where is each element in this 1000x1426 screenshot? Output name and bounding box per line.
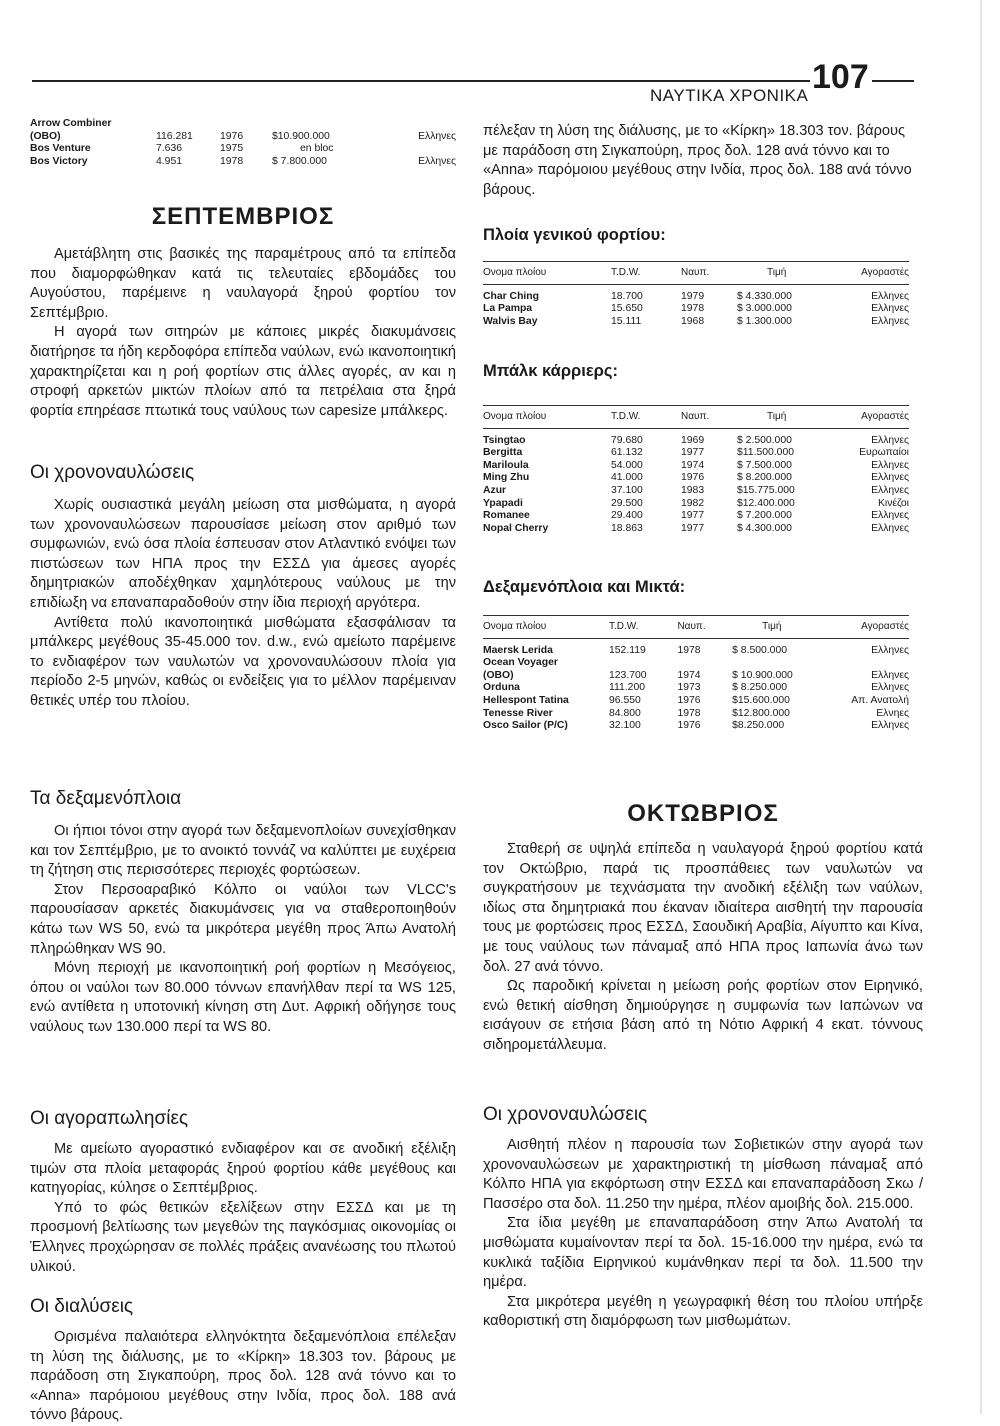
- timecharter-sep-paragraph-2: Αντίθετα πολύ ικανοποιητικά μισθώματα εξασφάλισαν τα μπάλκερς μεγέθους 35-45.000 τον. d.w., ενώ αμείωτο παρέμεινε το ενδιαφέρον των ναυλωτών να χρονοναυλώσουν πλοία για περίοδο 2-5 μηνών, καθώς οι ενδείξεις για το μέλλον παρέμειναν θετικές υπέρ του πλοίου.: [30, 614, 456, 709]
- table-row: Arrow Combiner: [30, 118, 112, 129]
- bulk-carriers-section: [483, 362, 923, 535]
- table-row: Orduna 111.200 1973 $ 8.250.000 Ελληνες: [483, 682, 909, 694]
- table-row: Walvis Bay 15.111 1968 $ 1.300.000 Ελληνες: [483, 315, 909, 327]
- tankers-paragraph-2: Στον Περσοαραβικό Κόλπο οι ναύλοι των VLCC's παρουσίασαν αρκετές διακυμάνσεις για να σταθεροποιηθούν κάτω των WS 50, ενώ τα μικρότερα μεγέθη προς Άπω Ανατολή πληρώθηκαν WS 90.: [30, 881, 456, 957]
- demolition-paragraph-continued: πέλεξαν τη λύση της διάλυσης, με το «Κίρκη» 18.303 τον. βάρους με παράδοση στη Σιγκαπούρη, προς δολ. 128 ανά τόννο και το «Anna» παρόμοιου μεγέθους στην Ινδία, προς δολ. 188 ανά τόννο βάρους.: [483, 123, 912, 198]
- table-header-row: Ονομα πλοίου T.D.W. Ναυπ. Τιμή Αγοραστές: [483, 406, 909, 429]
- september-section: [30, 203, 456, 421]
- timecharter-sep-heading: Οι χρονοναυλώσεις: [30, 462, 195, 483]
- table-row: Bergitta 61.132 1977 $11.500.000 Ευρωπαίοι: [483, 447, 909, 459]
- table-header-row: Ονομα πλοίου T.D.W. Ναυπ. Τιμή Αγοραστές: [483, 616, 909, 639]
- timecharter-oct-section: [483, 1104, 923, 1332]
- table-row: Romanee 29.400 1977 $ 7.200.000 Ελληνες: [483, 510, 909, 522]
- table-row: Char Ching 18.700 1979 $ 4.330.000 Ελληνες: [483, 290, 909, 302]
- table-row: Ming Zhu 41.000 1976 $ 8.200.000 Ελληνες: [483, 472, 909, 484]
- october-heading: ΟΚΤΩΒΡΙΟΣ: [627, 800, 779, 827]
- general-cargo-heading: Πλοία γενικού φορτίου:: [483, 226, 666, 244]
- timecharter-sep-paragraph-1: Χωρίς ουσιαστικά μεγάλη μείωση στα μισθώματα, η αγορά των χρονοναυλώσεων παρουσίασε μείωση στον αριθμό των συμφωνιών, ενώ όσα πλοία έσπευσαν στον Ατλαντικό ενόψει των πιστώσεων των ΗΠΑ προς την ΕΣΣΔ για άμεσες αγορές δημητριακών αποδέχθηκαν χαμηλότερους ναύλους με την επιδίωξη να επαναπαραδοθούν στην ίδια περιοχή αργότερα.: [30, 497, 456, 611]
- demolition-heading: Οι διαλύσεις: [30, 1296, 134, 1317]
- table-header-row: Ονομα πλοίου T.D.W. Ναυπ. Τιμή Αγοραστές: [483, 262, 909, 285]
- timecharter-oct-heading: Οι χρονοναυλώσεις: [483, 1104, 648, 1125]
- general-cargo-table: [483, 261, 909, 328]
- sales-heading: Οι αγοραπωλησίες: [30, 1108, 189, 1129]
- table-row: La Pampa 15.650 1978 $ 3.000.000 Ελληνες: [483, 303, 909, 315]
- timecharter-oct-paragraph-3: Στα μικρότερα μεγέθη η γεωγραφική θέση του πλοίου υπήρξε καθοριστική στη διαμόρφωση των μισθωμάτων.: [483, 1293, 923, 1330]
- running-title: ΝΑΥΤΙΚΑ ΧΡΟΝΙΚΑ: [650, 86, 809, 105]
- tankers-section: [30, 788, 456, 1038]
- header-rule-right: [872, 80, 914, 82]
- demolition-paragraph-1: Ορισμένα παλαιότερα ελληνόκτητα δεξαμενόπλοια επέλεξαν τη λύση της διάλυσης, με το «Κίρκη» 18.303 τον. βάρους με παράδοση στη Σιγκαπούρη, προς δολ. 128 ανά τόννο και το «Anna» παρόμοιου μεγέθους στην Ινδία, προς δολ. 188 ανά τόννο βάρους.: [30, 1329, 456, 1424]
- table-row: Azur 37.100 1983 $15.775.000 Ελληνες: [483, 484, 909, 496]
- tankers-heading: Τα δεξαμενόπλοια: [30, 788, 182, 809]
- table-row: Mariloula 54.000 1974 $ 7.500.000 Ελληνες: [483, 459, 909, 471]
- tankers-mixed-heading: Δεξαμενόπλοια και Μικτά:: [483, 578, 686, 596]
- table-row: Tsingtao 79.680 1969 $ 2.500.000 Ελληνες: [483, 434, 909, 446]
- october-section: [483, 800, 923, 1056]
- table-row: Ocean Voyager: [483, 657, 558, 669]
- september-paragraph-1: Αμετάβλητη στις βασικές της παραμέτρους από τα επίπεδα που διαμορφώθηκαν κατά τις τελευταίες εβδομάδες του Αυγούστου, παρέμεινε η ναυλαγορά ξηρού φορτίου τον Σεπτέμβριο.: [30, 246, 456, 321]
- table-row: (OBO) 116.281 1976 $10.900.000 Ελληνες: [30, 130, 456, 142]
- sales-section: [30, 1108, 456, 1277]
- table-row: Ypapadi 29.500 1982 $12.400.000 Κινέζοι: [483, 497, 909, 509]
- table-row: Bos Victory 4.951 1978 $ 7.800.000 Ελληνες: [30, 155, 456, 167]
- september-heading: ΣΕΠΤΕΜΒΡΙΟΣ: [151, 203, 335, 230]
- sales-paragraph-1: Με αμείωτο αγοραστικό ενδιαφέρον και σε ανοδική εξέλιξη τιμών στα πλοία μεταφοράς ξηρού φορτίου κάθε μεγέθους και κατηγορίας, κύλησε ο Σεπτέμβριος.: [30, 1141, 456, 1197]
- table-row: (OBO) 123.700 1974 $ 10.900.000 Ελληνες: [483, 669, 909, 681]
- demolition-continued: [483, 122, 919, 202]
- continued-ship-table: [30, 118, 456, 168]
- header-rule-left: [32, 80, 810, 82]
- table-row: Tenesse River 84.800 1978 $12.800.000 Ελνηες: [483, 707, 909, 719]
- timecharter-oct-paragraph-1: Αισθητή πλέον η παρουσία των Σοβιετικών στην αγορά των χρονοναυλώσεων με χαρακτηριστική τη μίσθωση πάναμαξ από Κόλπο ΗΠΑ για εκφόρτωση στην ΕΣΣΔ και επαναπαράδοση Σκω / Πασσέρο στα δολ. 11.250 την ημέρα, πλέον αμοιβής δολ. 215.000.: [483, 1137, 923, 1212]
- demolition-section: [30, 1296, 456, 1424]
- tankers-paragraph-1: Οι ήπιοι τόνοι στην αγορά των δεξαμενοπλοίων συνεχίσθηκαν και τον Σεπτέμβριο, με το ανοικτό τοννάζ να καλύπτει με ευχέρεια τη ζήτηση στις περισσότερες περιοχές φορτώσεων.: [30, 823, 456, 879]
- table-row: Bos Venture 7.636 1975 en bloc: [30, 143, 334, 155]
- bulk-carriers-heading: Μπάλκ κάρριερς:: [483, 362, 618, 380]
- timecharter-sep-section: [30, 462, 456, 712]
- general-cargo-section: [483, 226, 923, 328]
- october-paragraph-2: Ως παροδική κρίνεται η μείωση ροής φορτίων στον Ειρηνικό, ενώ θετική αίσθηση δημιούργησε η συμφωνία των Ιαπώνων να εισάγουν σε ετήσια βάση από τη Νότιο Αφρική 4 εκατ. τόννους σιδηρομετάλλευμα.: [483, 978, 923, 1053]
- table-row: Osco Sailor (P/C) 32.100 1976 $8.250.000 Ελληνες: [483, 720, 909, 732]
- tankers-mixed-table: [483, 615, 909, 733]
- table-row: Nopal Cherry 18.863 1977 $ 4.300.000 Ελληνες: [483, 522, 909, 534]
- september-paragraph-2: Η αγορά των σιτηρών με κάποιες μικρές διακυμάνσεις διατήρησε τα ήδη κερδοφόρα επίπεδα ναύλων, ενώ ικανοποιητική χαρακτηρίζεται και η ροή φορτίων στις άλλες αγορές, αν και η στροφή αρκετών μικτών πλοίων από τα πετρέλαια στα ξηρά φορτία επηρέασε πτωτικά τους ναύλους των capesize μπάλκερς.: [30, 324, 456, 419]
- october-paragraph-1: Σταθερή σε υψηλά επίπεδα η ναυλαγορά ξηρού φορτίου κατά τον Οκτώβριο, παρά τις προσπάθειες των ναυλωτών να συγκρατήσουν με τεχνάσματα την ανοδική εξέλιξη των ναύλων, ιδίως στα δημητριακά που έκαναν ιδιαίτερα αισθητή την παρουσία τους με φορτώσεις προς ΕΣΣΔ, Σαουδική Αραβία, Αίγυπτο και Κίνα, με τους ναύλους των πάναμαξ από ΗΠΑ προς Ιαπωνία άνω των δολ. 27 ανά τόννο.: [483, 841, 923, 975]
- bulk-carriers-table: [483, 405, 909, 535]
- page-number: 107: [812, 58, 869, 96]
- table-row: Maersk Lerida 152.119 1978 $ 8.500.000 Ελληνες: [483, 644, 909, 656]
- timecharter-oct-paragraph-2: Στα ίδια μεγέθη με επαναπαράδοση στην Άπω Ανατολή τα μισθώματα κυμαίνονταν περί τα δολ. 15-16.000 την ημέρα, ενώ τα κυκλικά ταξίδια Ειρηνικού κυμάνθηκαν περί τα δολ. 11.500 την ημέρα.: [483, 1215, 923, 1291]
- tankers-paragraph-3: Μόνη περιοχή με ικανοποιητική ροή φορτίων η Μεσόγειος, όπου οι ναύλοι των 80.000 τόννων επανήλθαν περί τα WS 125, ενώ αντίθετα η υποτονική κίνηση στη Δυτ. Αφρική οδήγησε τους ναύλους των 130.000 περί τα WS 80.: [30, 960, 456, 1035]
- table-row: Hellespont Tatina 96.550 1976 $15.600.000 Απ. Ανατολή: [483, 694, 909, 706]
- left-column: [30, 118, 456, 168]
- page-edge-shadow: [980, 0, 982, 1414]
- sales-paragraph-2: Υπό το φώς θετικών εξελίξεων στην ΕΣΣΔ και με τη προσμονή βελτίωσης των μεγεθών της παγκόσμιας οικονομίας οι Έλληνες προχώρησαν σε πολλές πράξεις ανανέωσης του πλωτού υλικού.: [30, 1199, 456, 1275]
- tankers-mixed-section: [483, 578, 923, 733]
